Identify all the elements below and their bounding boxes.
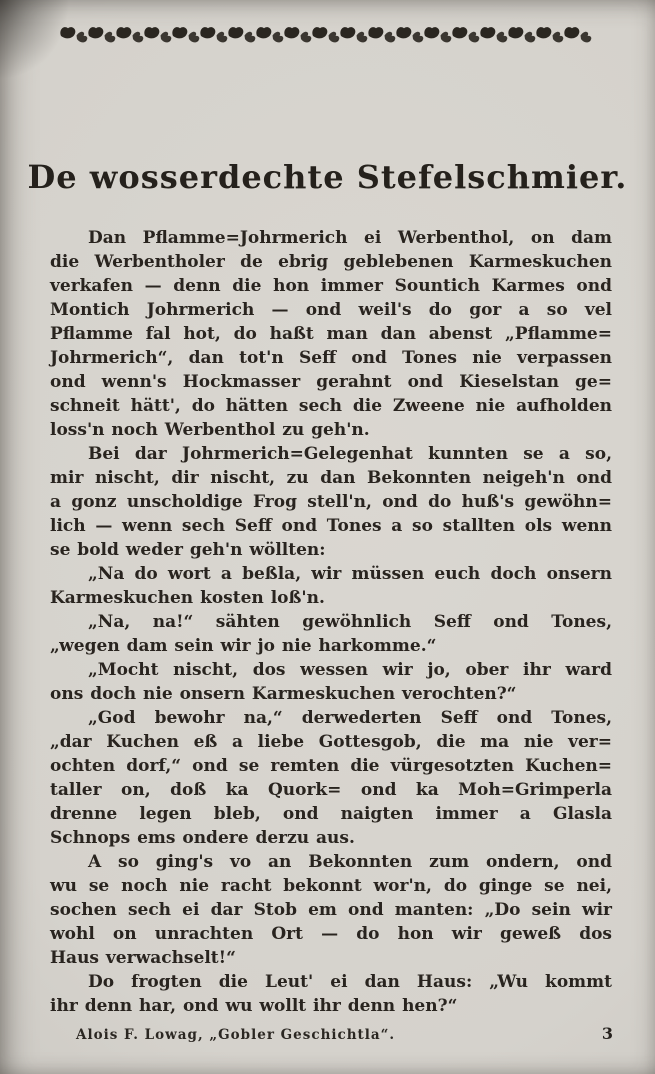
text-line: mir nischt, dir nischt, zu dan Bekonnten neigeh'n ond bbox=[50, 468, 612, 488]
paragraph bbox=[50, 610, 612, 658]
text-line: „Na do wort a beßla, wir müssen euch doch onsern bbox=[88, 564, 612, 584]
text-line: Do frogten die Leut' ei dan Haus: „Wu kommt bbox=[88, 972, 612, 992]
text-line: Bei dar Johrmerich=Gelegenhat kunnten se a so, bbox=[88, 444, 612, 464]
text-line: „wegen dam sein wir jo nie harkomme.“ bbox=[50, 636, 437, 656]
paragraph bbox=[50, 442, 612, 562]
text-line: lich — wenn sech Seff ond Tones a so stallten ols wenn bbox=[50, 516, 612, 536]
text-line: Johrmerich“, dan tot'n Seff ond Tones nie verpassen bbox=[50, 348, 612, 368]
paragraph bbox=[50, 562, 612, 610]
text-line: ons doch nie onsern Karmeskuchen verochten?“ bbox=[50, 684, 517, 704]
text-line: Pflamme fal hot, do haßt man dan abenst „Pflamme= bbox=[50, 324, 612, 344]
paragraph bbox=[50, 226, 612, 442]
page-footer bbox=[50, 1024, 613, 1043]
text-line: taller on, doß ka Quork= ond ka Moh=Grimperla bbox=[50, 780, 612, 800]
text-line: „dar Kuchen eß a liebe Gottesgob, die ma nie ver= bbox=[50, 732, 612, 752]
text-line: Dan Pflamme=Johrmerich ei Werbenthol, on dam bbox=[88, 228, 612, 248]
paragraph bbox=[50, 658, 612, 706]
text-line: Karmeskuchen kosten loß'n. bbox=[50, 588, 325, 608]
text-line: Schnops ems ondere derzu aus. bbox=[50, 828, 355, 848]
text-line: wohl on unrachten Ort — do hon wir geweß dos bbox=[50, 924, 612, 944]
ornament-divider bbox=[0, 22, 655, 50]
text-line: sochen sech ei dar Stob em ond manten: „Do sein wir bbox=[50, 900, 612, 920]
chapter-title: De wosserdechte Stefelschmier. bbox=[27, 158, 628, 196]
text-line: ihr denn har, ond wu wollt ihr denn hen?“ bbox=[50, 996, 458, 1016]
paragraph bbox=[50, 706, 612, 850]
text-line: ond wenn's Hockmasser gerahnt ond Kieselstan ge= bbox=[50, 372, 612, 392]
text-line: A so ging's vo an Bekonnten zum ondern, ond bbox=[88, 852, 612, 872]
text-line: wu se noch nie racht bekonnt wor'n, do ginge se nei, bbox=[50, 876, 612, 896]
page-number: 3 bbox=[601, 1024, 613, 1043]
text-line: verkafen — denn die hon immer Sountich Karmes ond bbox=[50, 276, 612, 296]
text-line: „God bewohr na,“ derwederten Seff ond Tones, bbox=[88, 708, 612, 728]
story-text bbox=[50, 226, 612, 1018]
floral-ornament-icon bbox=[58, 22, 598, 46]
text-line: ochten dorf,“ ond se remten die vürgesotzten Kuchen= bbox=[50, 756, 612, 776]
book-credit: Alois F. Lowag, „Gobler Geschichtla“. bbox=[76, 1027, 396, 1043]
text-line: drenne legen bleb, ond naigten immer a Glasla bbox=[50, 804, 612, 824]
text-line: „Na, na!“ sähten gewöhnlich Seff ond Tones, bbox=[88, 612, 612, 632]
text-line: schneit hätt', do hätten sech die Zweene nie aufholden bbox=[50, 396, 612, 416]
text-line: Haus verwachselt!“ bbox=[50, 948, 236, 968]
text-line: a gonz unscholdige Frog stell'n, ond do huß's gewöhn= bbox=[50, 492, 612, 512]
text-line: die Werbentholer de ebrig geblebenen Karmeskuchen bbox=[50, 252, 612, 272]
text-line: loss'n noch Werbenthol zu geh'n. bbox=[50, 420, 370, 440]
text-line: se bold weder geh'n wöllten: bbox=[50, 540, 326, 560]
text-line: „Mocht nischt, dos wessen wir jo, ober ihr ward bbox=[88, 660, 612, 680]
text-line: Montich Johrmerich — ond weil's do gor a so vel bbox=[50, 300, 612, 320]
paragraph bbox=[50, 970, 612, 1018]
paragraph bbox=[50, 850, 612, 970]
